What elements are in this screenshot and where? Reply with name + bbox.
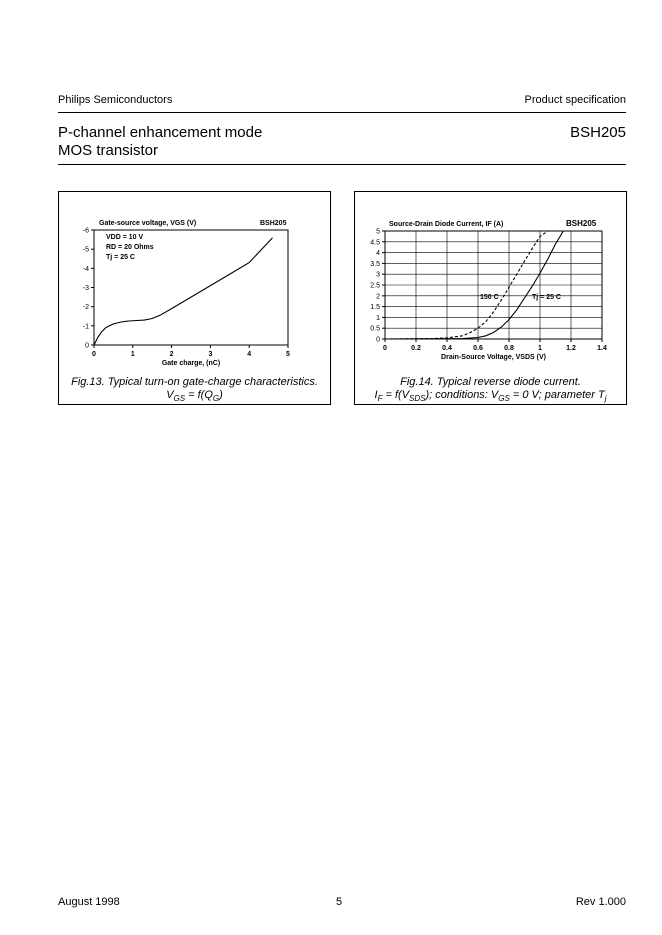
condition-annotation: RD = 20 Ohms bbox=[106, 244, 154, 251]
y-tick-label: 2 bbox=[376, 293, 380, 301]
x-tick-label: 0.6 bbox=[473, 345, 483, 352]
footer-revision: Rev 1.000 bbox=[575, 896, 626, 908]
y-tick-label: 0 bbox=[376, 336, 380, 344]
y-tick-label: -4 bbox=[82, 265, 89, 273]
y-tick-label: -3 bbox=[82, 285, 89, 292]
x-axis-label: Drain-Source Voltage, VSDS (V) bbox=[441, 354, 546, 361]
figure-14-box bbox=[354, 191, 627, 405]
x-tick-label: 0 bbox=[383, 345, 387, 352]
figure-13-caption bbox=[59, 376, 330, 405]
y-tick-label: 1.5 bbox=[370, 304, 380, 312]
x-tick-label: 0.4 bbox=[442, 345, 452, 352]
footer-page-number: 5 bbox=[336, 896, 343, 908]
chart-title: Source-Drain Diode Current, IF (A) bbox=[389, 221, 504, 228]
x-tick-label: 0.2 bbox=[411, 345, 421, 352]
series-label-150c: 150 C bbox=[480, 293, 499, 301]
y-tick-label: 4.5 bbox=[370, 239, 380, 247]
y-tick-label: -6 bbox=[82, 227, 89, 235]
figure-14-caption bbox=[355, 376, 626, 405]
header-rule bbox=[58, 112, 626, 113]
reverse-diode-chart bbox=[355, 192, 626, 404]
company-name: Philips Semiconductors bbox=[58, 94, 173, 106]
x-tick-label: 3 bbox=[208, 351, 213, 358]
chart-tag: BSH205 bbox=[566, 219, 597, 228]
x-axis-label: Gate charge, (nC) bbox=[161, 360, 221, 367]
figure-14-caption-line-2: $I_F = f(V_{SDS})$; conditions: $V_{GS} = 0$ V; parameter $T_j$ bbox=[374, 389, 607, 404]
x-tick-label: 4 bbox=[247, 351, 252, 358]
y-tick-label: -5 bbox=[82, 246, 89, 254]
x-tick-label: 1.2 bbox=[566, 345, 576, 352]
condition-annotation: Tj = 25 C bbox=[106, 254, 135, 261]
x-tick-label: 1.4 bbox=[597, 345, 607, 352]
figure-13-caption-line-2: $V_{GS} = f(Q_G)$ bbox=[166, 389, 223, 404]
y-tick-label: 1 bbox=[376, 314, 380, 322]
figure-13-box bbox=[58, 191, 331, 405]
y-tick-label: 4 bbox=[376, 250, 380, 258]
x-tick-label: 0.8 bbox=[504, 345, 514, 352]
figure-13-caption-line-1: Fig.13. Typical turn-on gate-charge characteristics. bbox=[71, 376, 318, 388]
y-tick-label: 2.5 bbox=[370, 282, 380, 290]
y-tick-label: 5 bbox=[376, 228, 380, 236]
title-line-1: P-channel enhancement mode bbox=[58, 124, 263, 141]
title-line-2: MOS transistor bbox=[58, 142, 159, 159]
y-tick-label: 0 bbox=[85, 342, 89, 350]
x-tick-label: 1 bbox=[130, 351, 135, 358]
series-label-25c: Tj = 25 C bbox=[532, 293, 561, 301]
type-number: BSH205 bbox=[570, 124, 626, 141]
footer-date: August 1998 bbox=[58, 896, 120, 908]
x-tick-label: 5 bbox=[286, 351, 290, 358]
y-tick-label: 3 bbox=[376, 271, 380, 279]
x-tick-label: 1 bbox=[538, 345, 542, 352]
document-type: Product specification bbox=[524, 94, 626, 106]
y-tick-label: 0.5 bbox=[370, 325, 380, 333]
condition-annotation: VDD = 10 V bbox=[106, 234, 144, 241]
page-title bbox=[58, 124, 262, 160]
x-tick-label: 2 bbox=[169, 351, 174, 358]
y-tick-label: -2 bbox=[82, 304, 89, 312]
y-tick-label: 3.5 bbox=[370, 260, 380, 268]
x-tick-label: 0 bbox=[92, 351, 96, 358]
figure-14-caption-line-1: Fig.14. Typical reverse diode current. bbox=[400, 376, 581, 388]
y-tick-label: -1 bbox=[82, 323, 89, 331]
chart-title: Gate-source voltage, VGS (V) bbox=[99, 220, 197, 227]
title-rule bbox=[58, 164, 626, 165]
gate-charge-chart bbox=[59, 192, 330, 404]
chart-tag: BSH205 bbox=[260, 220, 287, 227]
